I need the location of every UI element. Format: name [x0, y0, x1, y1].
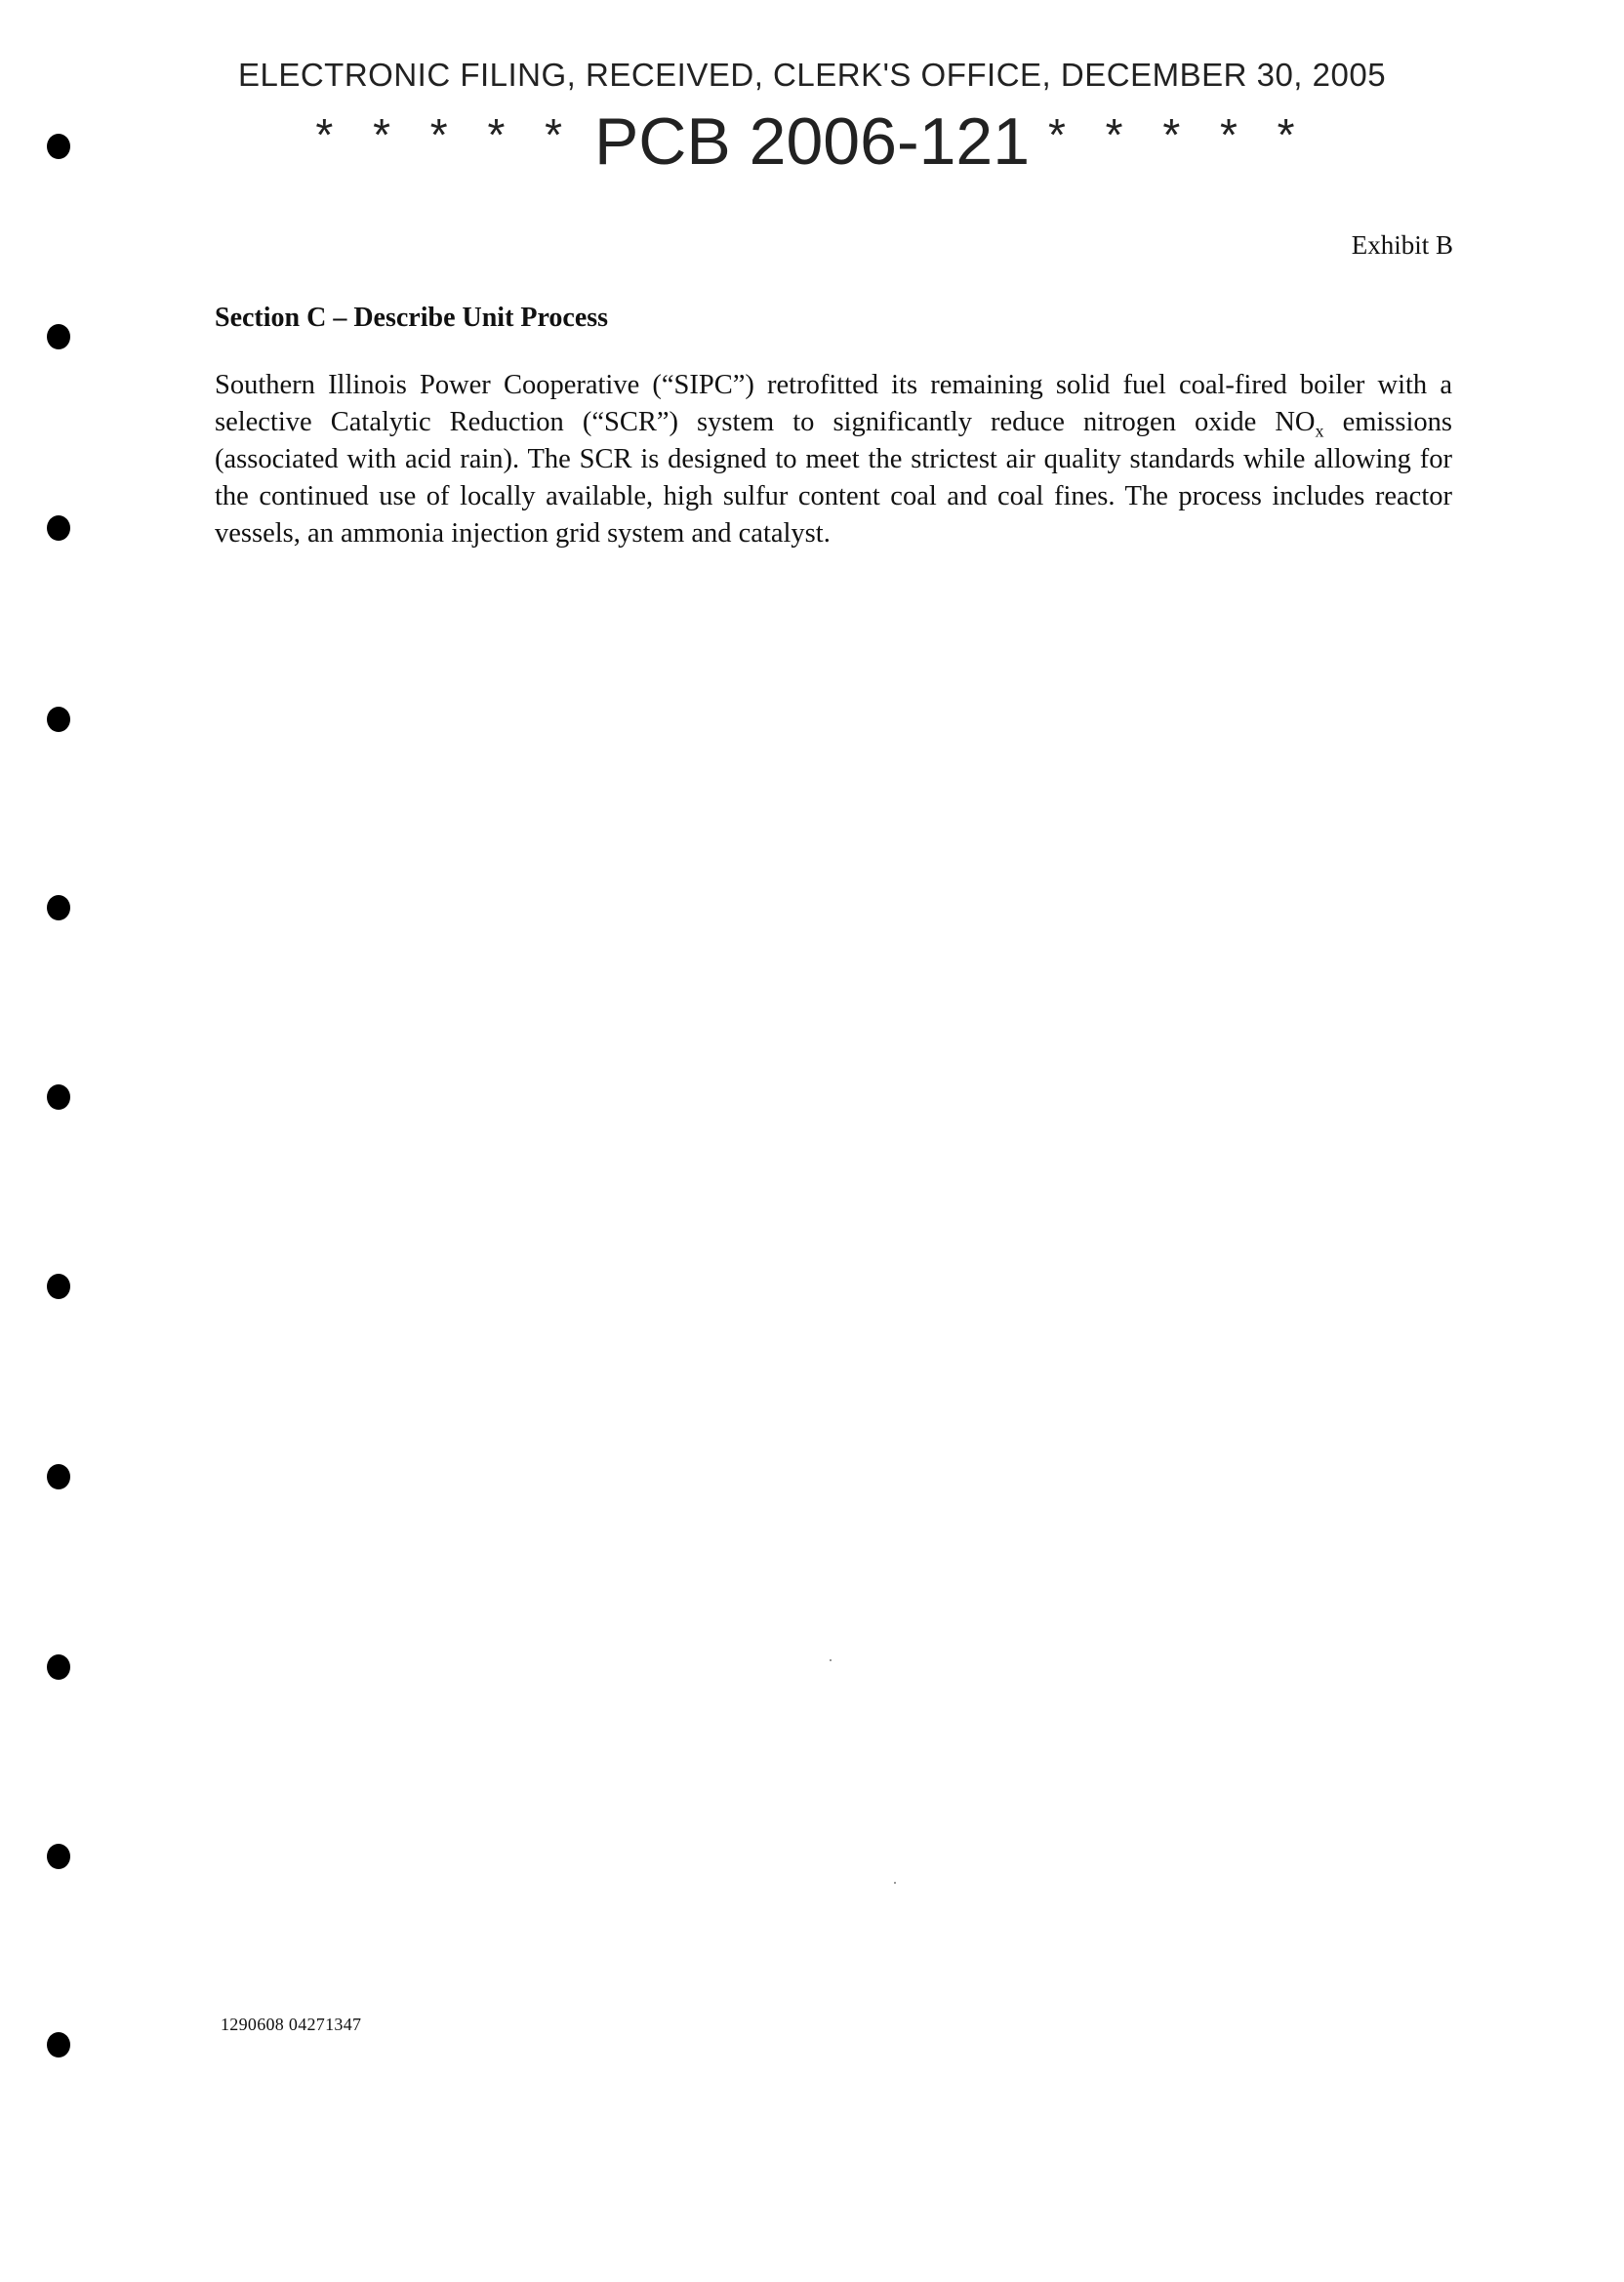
filing-stamp-line: ELECTRONIC FILING, RECEIVED, CLERK'S OFFICE, DECEMBER 30, 2005 [237, 57, 1387, 93]
punch-hole [47, 1274, 70, 1299]
body-paragraph [215, 367, 1452, 552]
punch-hole [47, 707, 70, 732]
document-number: 1290608 04271347 [221, 2015, 362, 2034]
body-text-part1: Southern Illinois Power Cooperative (“SIPC”) retrofitted its remaining solid fuel coal-fired boiler with a selective Catalytic Reduction (“SCR”) system to significantly reduce nitrogen oxide NO [215, 370, 1452, 437]
scan-speck [894, 1882, 896, 1884]
nox-subscript: x [1315, 421, 1324, 441]
punch-hole [47, 1844, 70, 1869]
punch-hole [47, 2032, 70, 2058]
case-number: PCB 2006-121 [593, 104, 1031, 179]
punch-hole [47, 515, 70, 541]
punch-hole [47, 1654, 70, 1680]
scan-speck [830, 1659, 832, 1661]
punch-hole [47, 134, 70, 159]
body-text-part2: emissions (associated with acid rain). The SCR is designed to meet the strictest air quality standards while allowing for the continued use of locally available, high sulfur content coal and coal fines. The process includes reactor vessels, an ammonia injection grid system and catalyst. [215, 407, 1453, 549]
punch-hole [47, 895, 70, 920]
punch-hole [47, 1464, 70, 1489]
stars-left: * * * * * [315, 109, 577, 160]
section-title: Section C – Describe Unit Process [215, 303, 609, 333]
case-number-line [0, 96, 1624, 181]
punch-hole [47, 324, 70, 349]
exhibit-label: Exhibit B [1351, 230, 1453, 260]
stars-right: * * * * * [1047, 109, 1309, 160]
punch-hole [47, 1084, 70, 1110]
